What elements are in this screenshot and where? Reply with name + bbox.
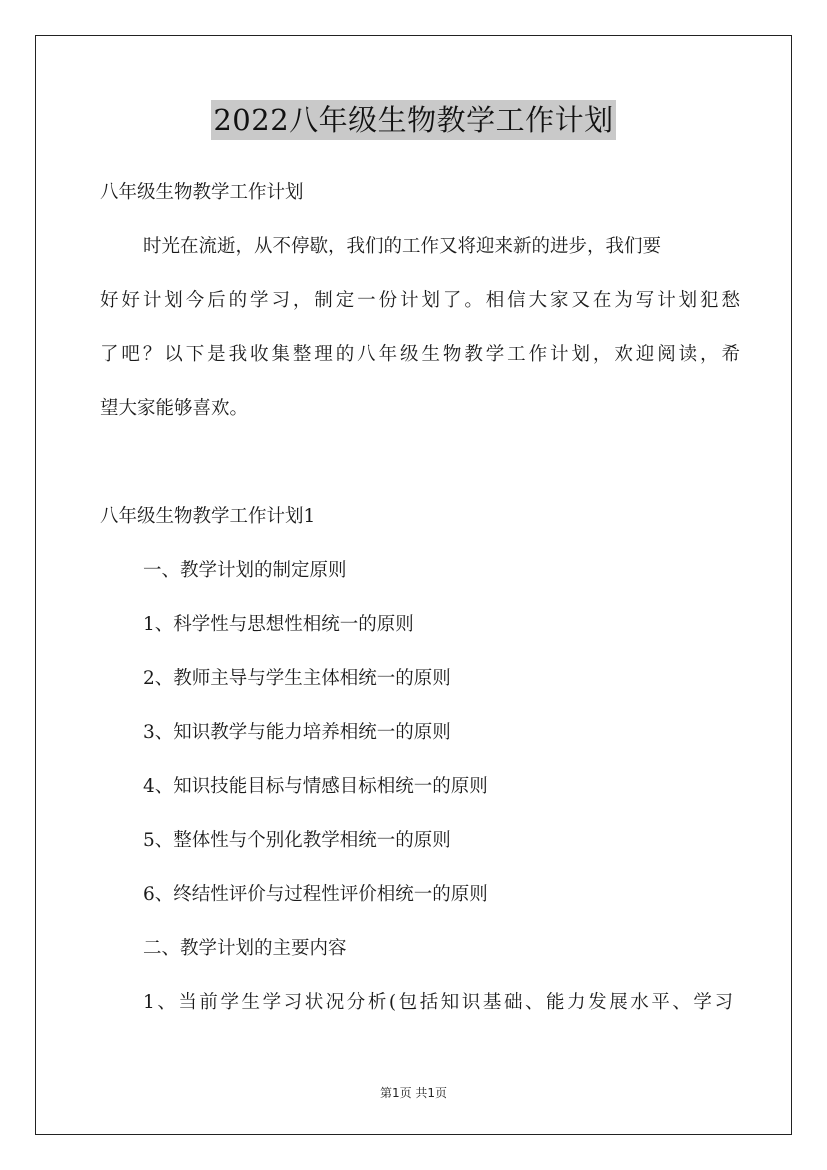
title-container xyxy=(0,100,827,140)
list-item: 一、教学计划的制定原则 xyxy=(143,560,347,581)
list-item: 3、知识教学与能力培养相统一的原则 xyxy=(143,722,451,743)
page-footer: 第1页 共1页 xyxy=(379,1086,448,1100)
list-item: 4、知识技能目标与情感目标相统一的原则 xyxy=(143,776,488,797)
intro-line-3: 了吧？以下是我收集整理的八年级生物教学工作计划，欢迎阅读，希 xyxy=(100,344,740,365)
list-item: 5、整体性与个别化教学相统一的原则 xyxy=(143,830,451,851)
list-item: 1、科学性与思想性相统一的原则 xyxy=(143,614,414,635)
list-item: 1、当前学生学习状况分析(包括知识基础、能力发展水平、学习 xyxy=(143,992,733,1013)
intro-line-1: 时光在流逝，从不停歇，我们的工作又将迎来新的进步，我们要 xyxy=(143,236,662,257)
document-subtitle: 八年级生物教学工作计划 xyxy=(100,182,304,203)
section-heading: 八年级生物教学工作计划1 xyxy=(100,506,316,527)
list-item: 2、教师主导与学生主体相统一的原则 xyxy=(143,668,451,689)
intro-line-4: 望大家能够喜欢。 xyxy=(100,398,249,419)
list-item: 二、教学计划的主要内容 xyxy=(143,938,347,959)
document-title: 2022八年级生物教学工作计划 xyxy=(211,100,615,140)
list-item: 6、终结性评价与过程性评价相统一的原则 xyxy=(143,884,488,905)
intro-line-2: 好好计划今后的学习，制定一份计划了。相信大家又在为写计划犯愁 xyxy=(100,290,740,311)
